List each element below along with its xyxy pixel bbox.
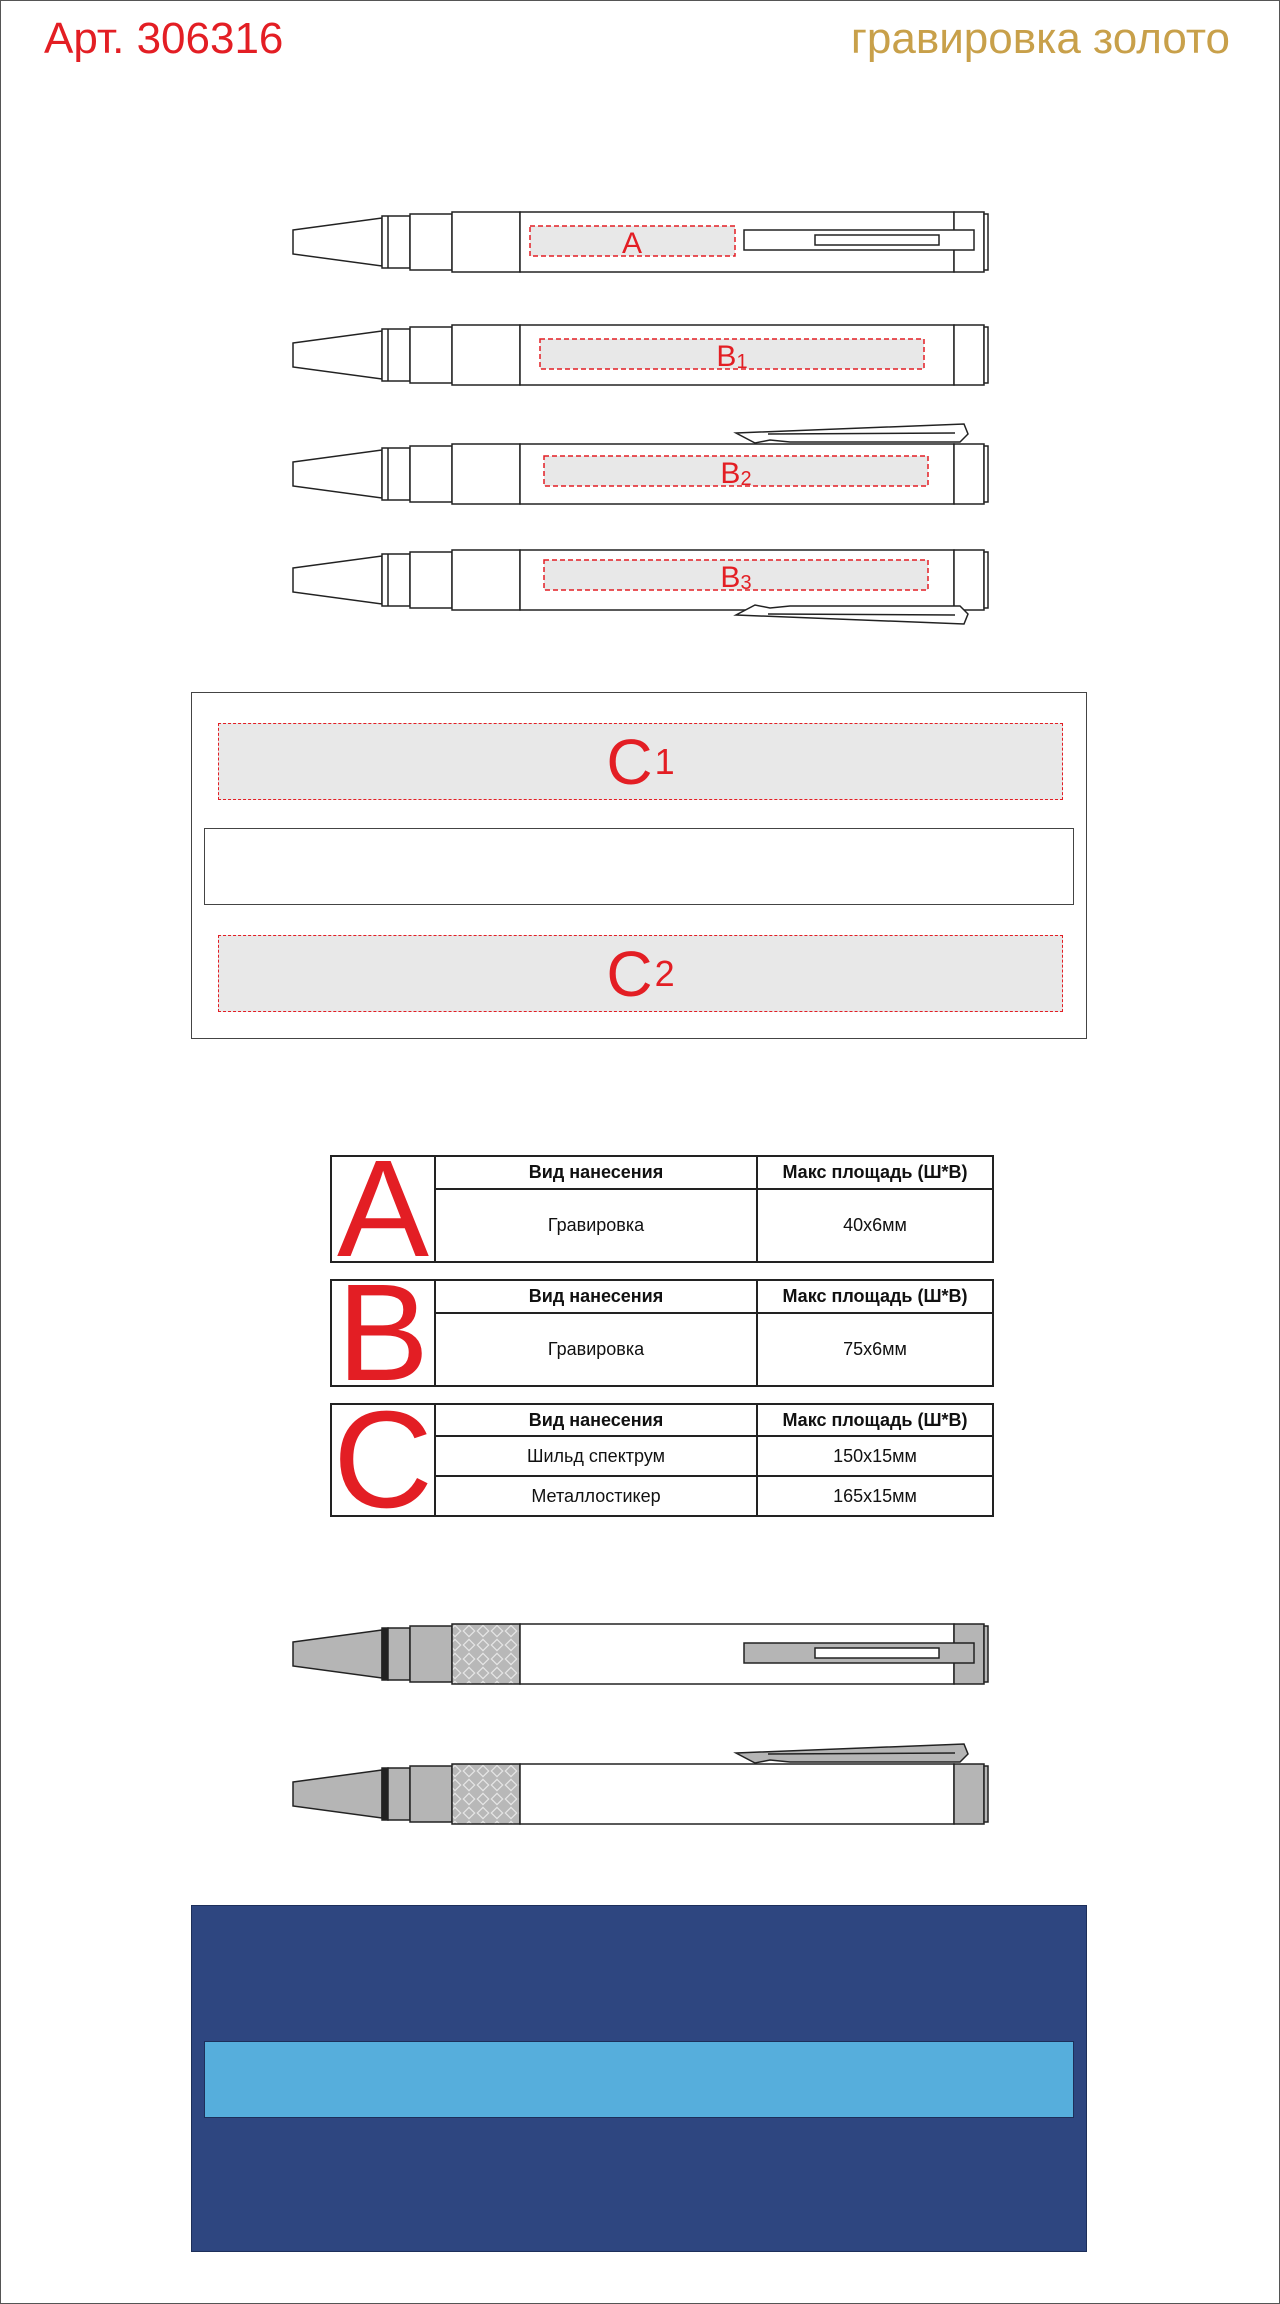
zone-b2-label: B2: [720, 457, 752, 490]
header-method: Вид нанесения: [436, 1405, 758, 1435]
zone-c1-subscript: 1: [654, 740, 675, 782]
header-max-area: Макс площадь (Ш*В): [782, 1409, 968, 1430]
engrave-zone-c1: [218, 723, 1063, 800]
case-color-strip: [204, 2041, 1074, 2118]
pen-outline-zone-b1: [293, 325, 988, 385]
cell-method: Шильд спектрум: [436, 1437, 758, 1475]
table-zone-a: [330, 1132, 994, 1286]
application-method-title: гравировка золото: [850, 14, 1230, 63]
cell-max-area: 40х6мм: [843, 1215, 907, 1235]
table-zone-c: [330, 1383, 994, 1537]
cell-method: Гравировка: [436, 1190, 758, 1261]
cell-max-area: 165х15мм: [833, 1485, 917, 1506]
table-c-letter: C: [332, 1405, 436, 1515]
zone-a-label: A: [621, 227, 643, 260]
table-row: [436, 1437, 992, 1477]
table-row: [436, 1314, 992, 1385]
case-outline: [191, 692, 1087, 1039]
table-header-row: [436, 1281, 992, 1314]
header-method: Вид нанесения: [436, 1281, 758, 1312]
header-max-area: Макс площадь (Ш*В): [782, 1162, 968, 1182]
table-header-row: [436, 1405, 992, 1437]
case-middle-strip: [204, 828, 1074, 905]
table-row: [436, 1190, 992, 1261]
pen-outline-zone-b3: [293, 550, 988, 624]
engrave-zone-c2: [218, 935, 1063, 1012]
zone-b3-label: B3: [720, 561, 752, 594]
table-a-letter: A: [332, 1157, 436, 1261]
case-color-view: [191, 1905, 1087, 2252]
table-row: [436, 1477, 992, 1515]
article-number: Арт. 306316: [44, 14, 284, 63]
zone-b1-label: B1: [716, 340, 748, 373]
header-max-area: Макс площадь (Ш*В): [782, 1286, 968, 1306]
zone-c2-label: C: [606, 937, 653, 1010]
cell-max-area: 75х6мм: [843, 1339, 907, 1359]
table-zone-b: [330, 1256, 994, 1410]
zone-c2-subscript: 2: [654, 952, 675, 994]
cell-max-area: 150х15мм: [833, 1445, 917, 1466]
pen-color-view-1: [293, 1624, 988, 1684]
zone-c1-label: C: [606, 725, 653, 798]
header-method: Вид нанесения: [436, 1157, 758, 1188]
table-header-row: [436, 1157, 992, 1190]
pen-color-view-2: [293, 1744, 988, 1824]
table-b-letter: B: [332, 1281, 436, 1385]
cell-method: Гравировка: [436, 1314, 758, 1385]
cell-method: Металлостикер: [436, 1477, 758, 1515]
pen-outline-zone-b2: [293, 424, 988, 504]
